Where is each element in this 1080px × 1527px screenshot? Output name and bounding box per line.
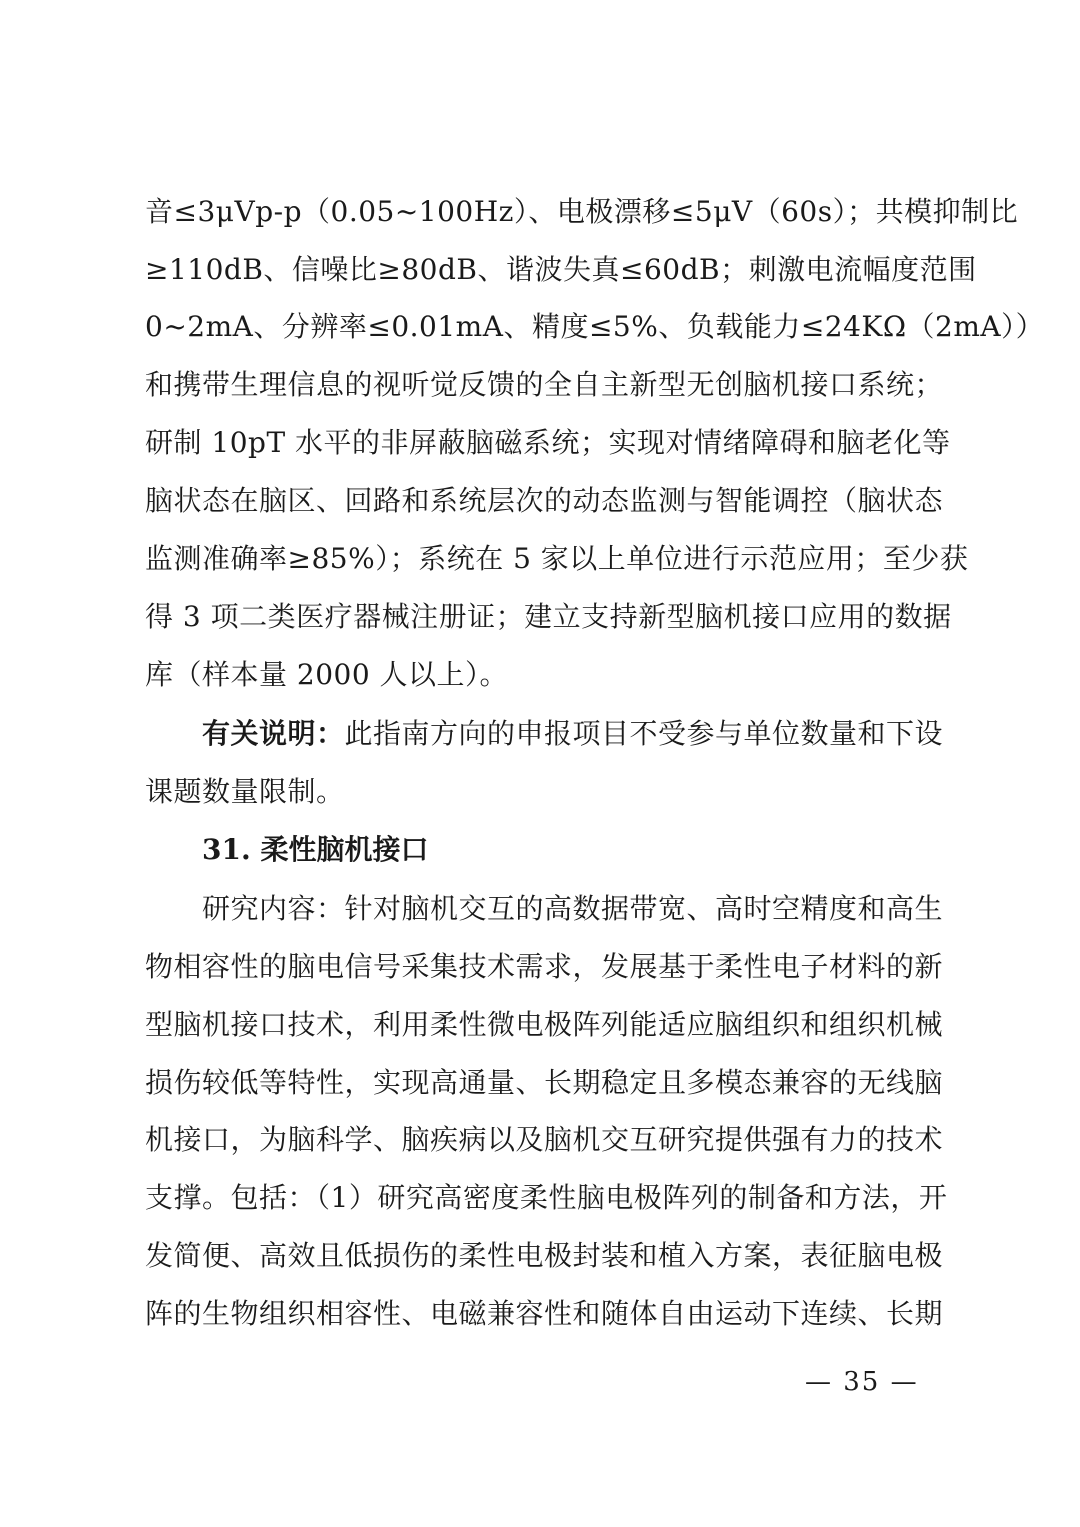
paragraph-line: ≥110dB、信噪比≥80dB、谐波失真≤60dB；刺激电流幅度范围 <box>145 253 977 286</box>
paragraph-line: 监测准确率≥85%）；系统在 5 家以上单位进行示范应用；至少获 <box>145 542 969 575</box>
paragraph-line: 和携带生理信息的视听觉反馈的全自主新型无创脑机接口系统； <box>145 368 944 401</box>
note-label: 有关说明： <box>202 717 345 750</box>
section-line: 发简便、高效且低损伤的柔性电极封装和植入方案，表征脑电极 <box>145 1239 944 1272</box>
section-line: 型脑机接口技术，利用柔性微电极阵列能适应脑组织和组织机械 <box>145 1008 944 1041</box>
paragraph-line: 研制 10pT 水平的非屏蔽脑磁系统；实现对情绪障碍和脑老化等 <box>145 426 951 459</box>
section-line: 支撑。包括：（1）研究高密度柔性脑电极阵列的制备和方法，开 <box>145 1181 948 1214</box>
note-text: 此指南方向的申报项目不受参与单位数量和下设 <box>344 717 944 750</box>
section-line: 研究内容：针对脑机交互的高数据带宽、高时空精度和高生 <box>202 892 944 925</box>
paragraph-line: 音≤3μVp-p（0.05~100Hz）、电极漂移≤5μV（60s）；共模抑制比 <box>145 195 1019 228</box>
section-line: 机接口，为脑科学、脑疾病以及脑机交互研究提供强有力的技术 <box>145 1123 944 1156</box>
paragraph-line: 库（样本量 2000 人以上）。 <box>145 658 509 691</box>
paragraph-line: 脑状态在脑区、回路和系统层次的动态监测与智能调控（脑状态 <box>145 484 944 517</box>
section-heading: 31. 柔性脑机接口 <box>202 833 429 866</box>
note-line: 课题数量限制。 <box>145 775 345 808</box>
section-line: 物相容性的脑电信号采集技术需求，发展基于柔性电子材料的新 <box>145 950 944 983</box>
paragraph-line: 得 3 项二类医疗器械注册证；建立支持新型脑机接口应用的数据 <box>145 600 952 633</box>
paragraph-line: 0~2mA、分辨率≤0.01mA、精度≤5%、负载能力≤24KΩ（2mA）） <box>145 310 1045 343</box>
note-line <box>202 714 944 754</box>
page-number: — 35 — <box>805 1367 919 1397</box>
section-line: 阵的生物组织相容性、电磁兼容性和随体自由运动下连续、长期 <box>145 1297 944 1330</box>
section-line: 损伤较低等特性，实现高通量、长期稳定且多模态兼容的无线脑 <box>145 1066 944 1099</box>
